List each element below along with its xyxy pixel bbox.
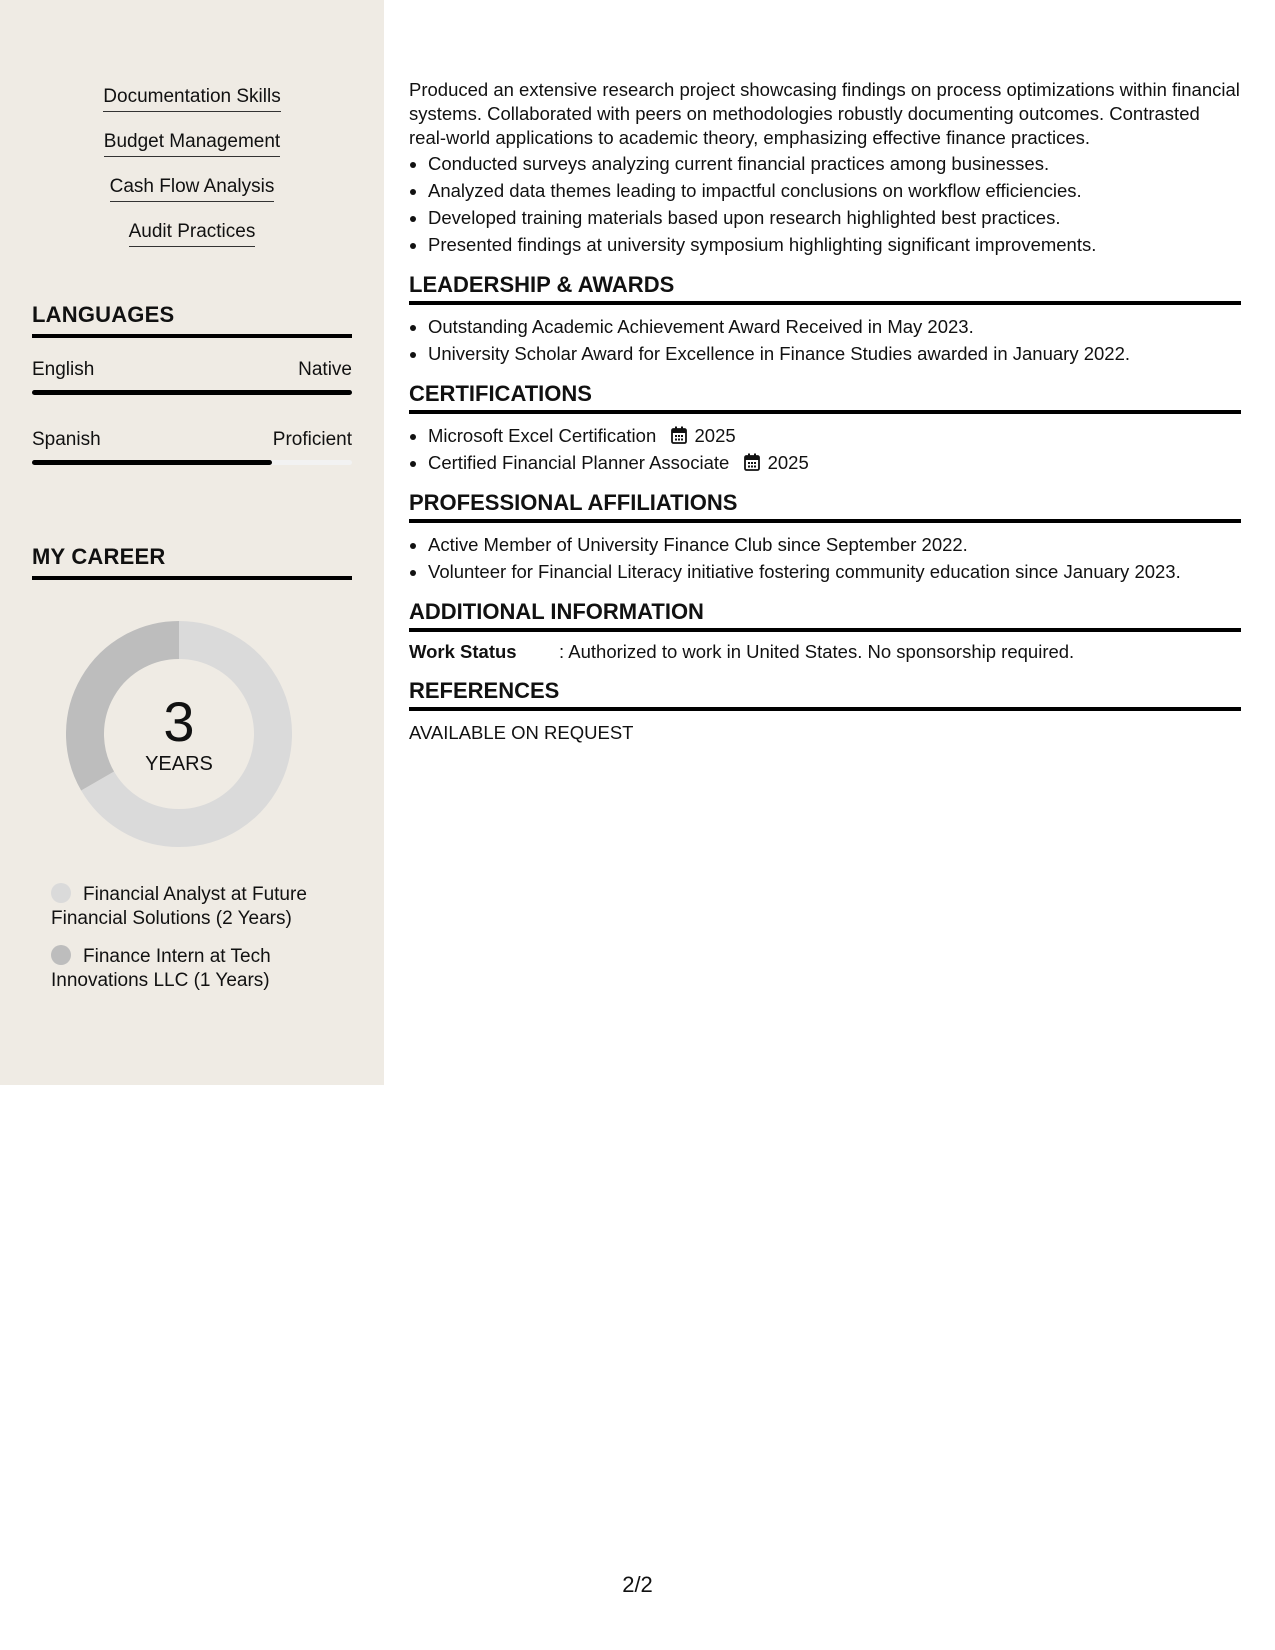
language-proficiency-bar	[32, 460, 352, 465]
leadership-heading: LEADERSHIP & AWARDS	[409, 272, 1241, 305]
references-text: AVAILABLE ON REQUEST	[409, 722, 634, 743]
certification-year: 2025	[767, 452, 809, 473]
career-total	[66, 621, 292, 847]
certification-name: Microsoft Excel Certification	[428, 425, 657, 446]
language-spanish	[32, 429, 352, 465]
list-item: • Analyzed data themes leading to impactful conclusions on workflow efficiencies.	[428, 177, 1241, 204]
list-item: • Volunteer for Financial Literacy initiative fostering community education since January 2023.	[428, 558, 1241, 585]
project-paragraph: Produced an extensive research project showcasing findings on process optimizations within financial systems. Collaborated with peers on methodologies robustly documenting outcomes. Contrasted real-world applications to academic theory, emphasizing effective finance practices.	[409, 79, 1240, 148]
career-legend-item	[51, 883, 321, 931]
skill-label: Budget Management	[104, 131, 280, 157]
skill-label: Documentation Skills	[103, 86, 280, 112]
work-status-label: Work Status	[409, 641, 517, 662]
list-item: • Conducted surveys analyzing current financial practices among businesses.	[428, 150, 1241, 177]
list-item: • Active Member of University Finance Club since September 2022.	[428, 531, 1241, 558]
legend-dot	[51, 883, 71, 903]
skill-label: Cash Flow Analysis	[110, 176, 275, 202]
language-level: Proficient	[272, 429, 352, 450]
language-proficiency-bar	[32, 390, 352, 395]
project-bullets	[409, 150, 1241, 258]
certifications-heading: CERTIFICATIONS	[409, 381, 1241, 414]
skills-list	[0, 86, 384, 266]
language-proficiency-fill	[32, 390, 352, 395]
skill-label: Audit Practices	[129, 221, 256, 247]
calendar-icon	[744, 453, 760, 471]
career-total-number: 3	[163, 689, 195, 753]
skill-item	[0, 221, 384, 266]
affiliations-list	[409, 531, 1241, 585]
additional-info-heading: ADDITIONAL INFORMATION	[409, 599, 1241, 632]
career-legend-text: Financial Analyst at Future Financial Solutions (2 Years)	[51, 884, 307, 929]
career-heading: MY CAREER	[32, 544, 352, 580]
language-name: English	[32, 359, 95, 380]
language-name: Spanish	[32, 429, 101, 450]
legend-dot	[51, 945, 71, 965]
leadership-list	[409, 313, 1241, 367]
calendar-icon	[671, 426, 687, 444]
list-item: • Developed training materials based upon research highlighted best practices.	[428, 204, 1241, 231]
career-donut-chart	[66, 621, 292, 847]
certification-item	[428, 422, 1241, 449]
skill-item	[0, 176, 384, 221]
page-number: 2/2	[622, 1572, 653, 1597]
career-legend	[51, 883, 321, 1007]
list-item: • Outstanding Academic Achievement Award Received in May 2023.	[428, 313, 1241, 340]
language-level: Native	[298, 359, 352, 380]
certifications-list	[409, 422, 1241, 476]
certification-name: Certified Financial Planner Associate	[428, 452, 730, 473]
main-content	[409, 78, 1241, 745]
skill-item	[0, 86, 384, 131]
references-heading: REFERENCES	[409, 678, 1241, 711]
career-total-unit: YEARS	[145, 752, 213, 775]
language-proficiency-fill	[32, 460, 272, 465]
sidebar	[0, 0, 384, 1085]
work-status-row	[409, 640, 1241, 664]
languages-heading: LANGUAGES	[32, 302, 352, 338]
list-item: • Presented findings at university symposium highlighting significant improvements.	[428, 231, 1241, 258]
affiliations-heading: PROFESSIONAL AFFILIATIONS	[409, 490, 1241, 523]
language-english	[32, 359, 352, 395]
list-item: • University Scholar Award for Excellence in Finance Studies awarded in January 2022.	[428, 340, 1241, 367]
career-legend-item	[51, 945, 321, 993]
skill-item	[0, 131, 384, 176]
certification-year: 2025	[694, 425, 736, 446]
certification-item	[428, 449, 1241, 476]
work-status-value: : Authorized to work in United States. No sponsorship required.	[559, 641, 1075, 662]
career-legend-text: Finance Intern at Tech Innovations LLC (1 Years)	[51, 946, 271, 991]
